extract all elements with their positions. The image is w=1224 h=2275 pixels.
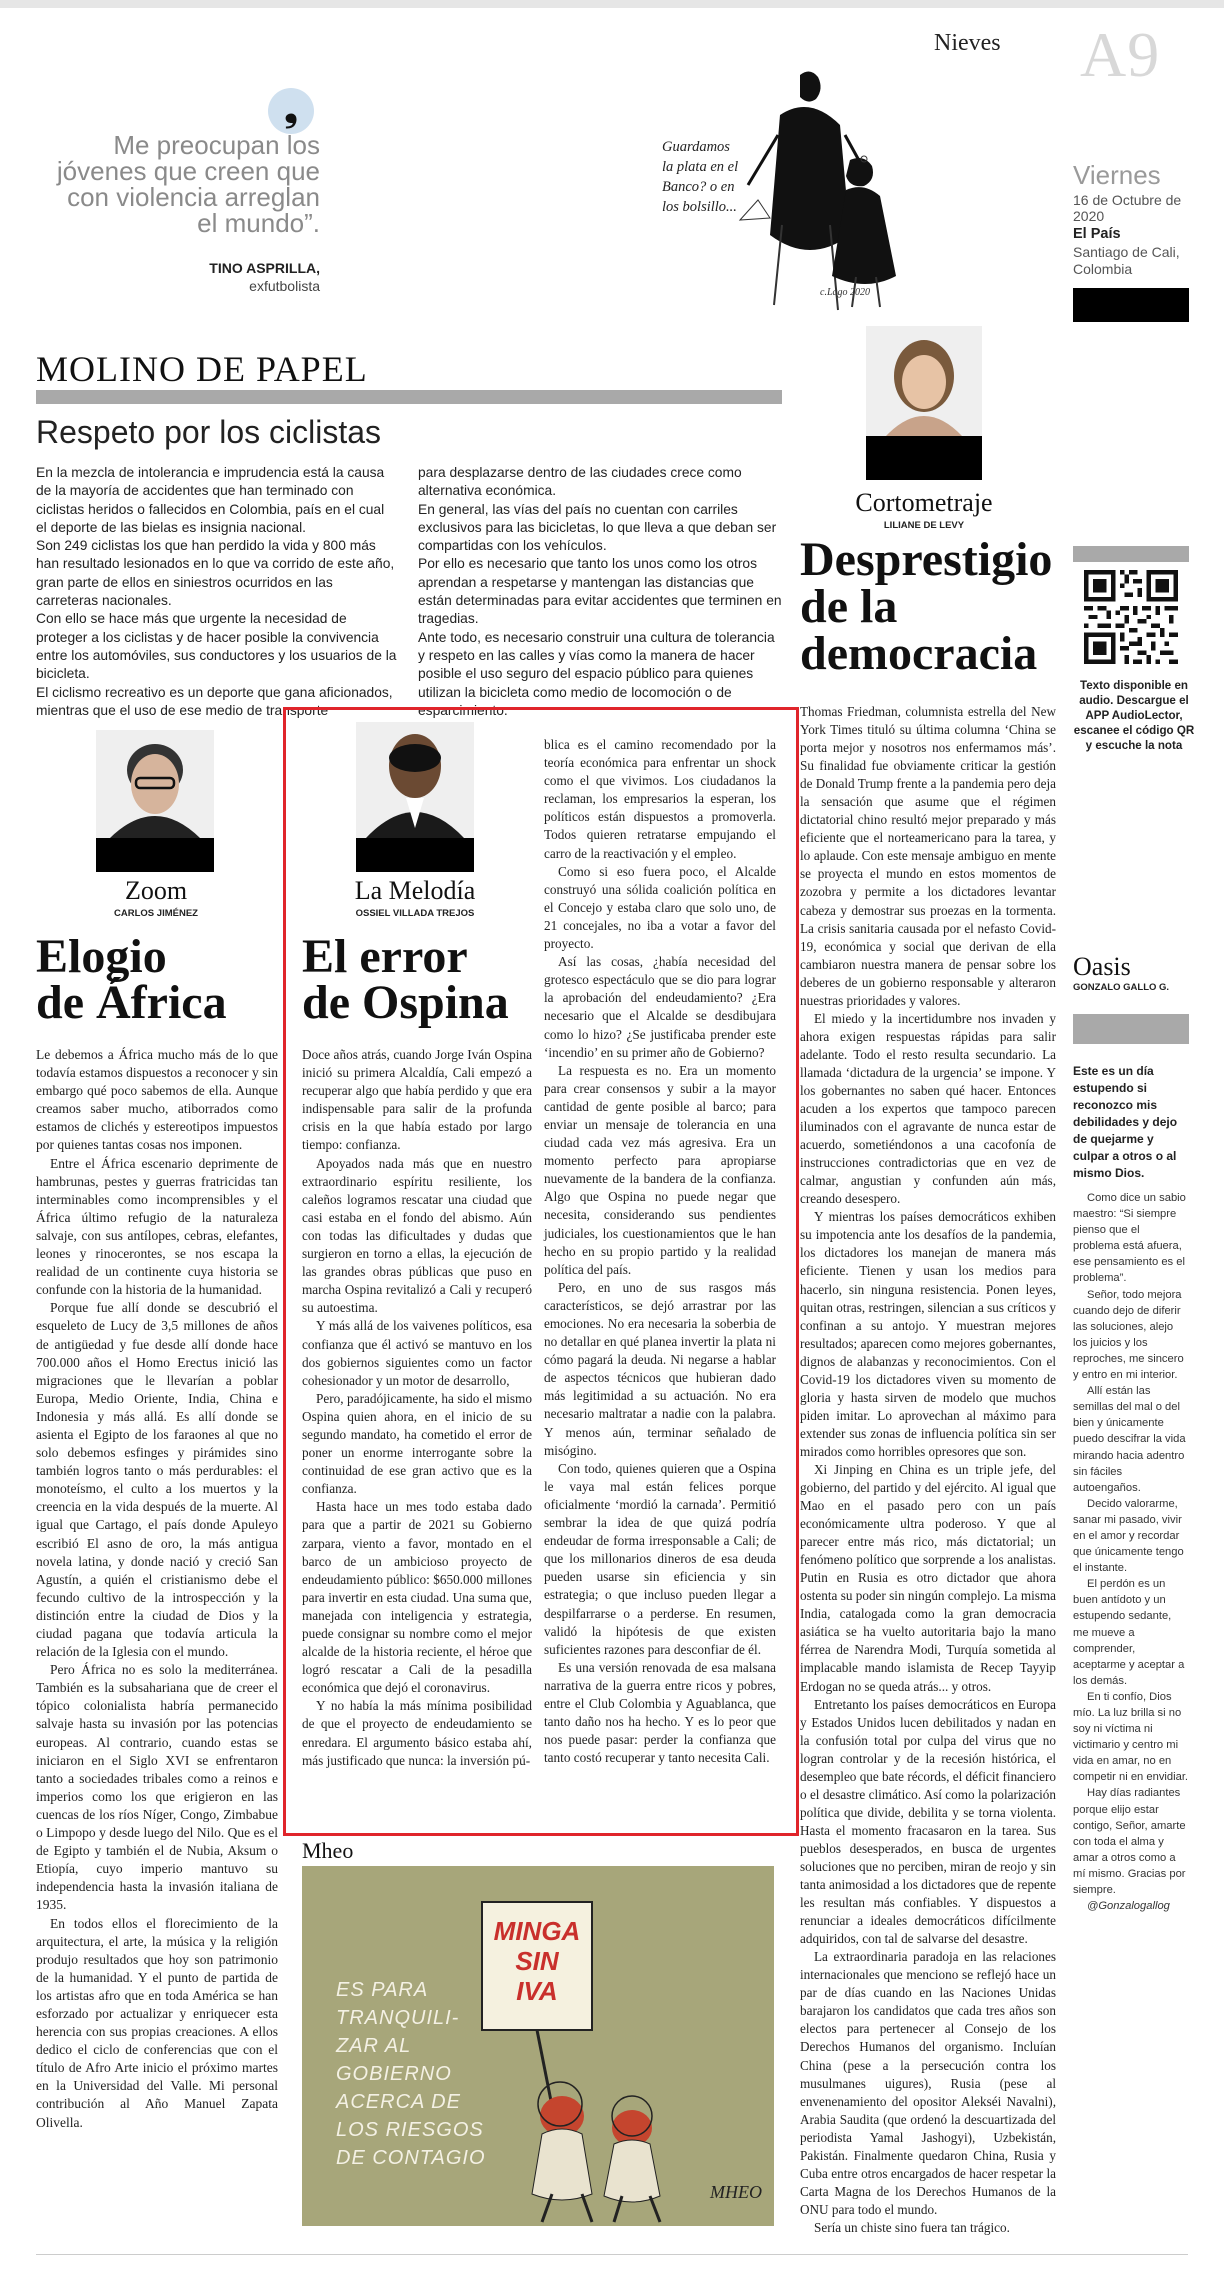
zoom-p2: Entre el África escenario deprimente de hambrunas, pestes y guerras fratricidas tan interminables como incomprensibles y el África último refugio de la naturaleza salvaje, con sus antílopes, cebras, elefantes, leones y rinocerontes, se nos escapa la realidad de un continente cuya historia se confunde con la historia de la humanidad. [36, 1155, 278, 1298]
mheo-caption-line4: GOBIERNO [336, 2063, 452, 2085]
quote-text: Me preocupan los jóvenes que creen que con violencia arreglan el mundo”. [56, 130, 320, 238]
zoom-body [36, 1046, 278, 2132]
molino-p7: Por ello es necesario que tanto los unos como los otros aprendan a respetarse y mantengan las distancias que están determinadas para evitar accidentes que terminen en tragedias. [418, 556, 782, 627]
cortometraje-p7: Sería un chiste sino fuera tan trágico. [814, 2219, 1010, 2235]
zoom-title-line2: de África [36, 976, 227, 1029]
qr-code-icon[interactable] [1084, 570, 1178, 664]
mheo-caption-line2: TRANQUILI- [336, 2007, 460, 2029]
oasis-p3: Allí están las semillas del mal o del bien y únicamente puedo descifrar la vida mirando hacia adentro sin fáciles autoengaños. [1073, 1385, 1186, 1494]
melodia-p1: Doce años atrás, cuando Jorge Iván Ospina inició su primera Alcaldía, Cali empezó a recuperar algo que había perdido y que era indispensable para salir de la profunda crisis en la que había estado por largo tiempo: confianza. [302, 1047, 532, 1153]
melodia-p7: blica es el camino recomendado por la teoría económica para enfrentar un shock como el que vivimos. Los ciudadanos la reclaman, los empresarios la esperan, los políticos están dispuestos a promoverla. Todos quieren retratarse empujando el carro de la reactivación y el empleo. [544, 737, 776, 861]
molino-p5: para desplazarse dentro de las ciudades crece como alternativa económica. [418, 465, 742, 499]
zoom-title-line1: Elogio [36, 930, 167, 983]
quote-author-role: exfutbolista [249, 278, 320, 294]
melodia-p9: Así las cosas, ¿había necesidad del grotesco espectáculo que se dio para lograr la aprobación del endeudamiento? ¿Era necesario que el Alcalde se desdibujara como lo hizo? ¿Se justificaba prender este ‘incendio’ en su primer año de Gobierno? [544, 954, 776, 1060]
mheo-label: Mheo [302, 1838, 354, 1863]
molino-p6: En general, las vías del país no cuentan con carriles exclusivos para las bicicletas, lo que lleva a que deban ser compartidas con los vehículos. [418, 501, 777, 554]
zoom-author-photo [96, 730, 214, 838]
mheo-caption-line1: ES PARA [336, 1979, 429, 2001]
header-city: Santiago de Cali, Colombia [1073, 244, 1180, 277]
qr-note-line1: Texto disponible en audio. Descargue el [1079, 679, 1189, 707]
page-number: A9 [1080, 19, 1161, 90]
melodia-title-line2: de Ospina [302, 976, 509, 1029]
oasis-lead: Este es un día estupendo si reconozco mis debilidades y dejo de quejarme y culpar a otros o al mismo Dios. [1073, 1064, 1178, 1180]
cortometraje-p1: Thomas Friedman, columnista estrella del New York Times tituló su última columna ‘China se porta mejor y nosotros nos enfermamos más’. Su finalidad fue obviamente criticar la gestión de Donald Trump frente a la pandemia pero deja la sensación que asume que el régimen dictatorial chino resultó mejor preparado y más eficiente que el norteamericano para la tarea, y lo aplaude. Con este mensaje ambiguo en mente se proyecta el mundo en estos momentos de zozobra y permite a los dictadores levantar cabeza y demostrar sus proezas en la tormenta. La crisis sanitaria causada por el nefasto Covid-19, económica y social que derivan de ella cambiaron nuestra manera de pensar sobre los deberes de un gobierno responsable y alteraron nuestras prioridades y valores. [800, 704, 1056, 1008]
oasis-author: GONZALO GALLO G. [1073, 982, 1170, 993]
quote-mark-icon [268, 88, 314, 134]
qr-note-line2: APP AudioLector, [1085, 709, 1183, 722]
bottom-rule [36, 2254, 1188, 2255]
mheo-signature: MHEO [710, 2182, 762, 2202]
oasis-p6: En ti confío, Dios mío. La luz brilla si no soy ni víctima ni victimario y centro mi vida en amar, no en competir ni en envidiar. [1073, 1690, 1189, 1784]
mheo-sign-line1: MINGA [493, 1916, 581, 1946]
molino-p8: Ante todo, es necesario construir una cultura de tolerancia y respeto en las calles y vías como la manera de hacer posible el uso seguro del espacio público para quienes utilizan la bicicleta como medio de locomoción o de esparcimiento. [418, 629, 775, 718]
oasis-body [1073, 1190, 1189, 1914]
zoom-p1: Le debemos a África mucho más de lo que todavía estamos dispuestos a reconocer y sin embargo qué poco sabemos de ella. Aunque creamos saber mucho, atiborrados como estamos de clichés y estereotipos impuestos por quienes tantas cosas nos imponen. [36, 1047, 278, 1153]
zoom-p3: Porque fue allí donde se descubrió el esqueleto de Lucy de 3,5 millones de años de antigüedad y fue desde allí donde hace 700.000 años el Homo Erectus inició las migraciones que le llevarían a poblar Europa, Medio Oriente, India, China e Indonesia y más allá. Es allí donde se asienta el Egipto de los faraones al que no solo debemos esfinges y pirámides sino también logros tanto o más perdurables: el monoteísmo, el culto a los muertos y la creencia en la vida después de la muerte. Al igual que Cartago, el país donde Apuleyo escribió El asno de oro, la más antigua novela latina, y donde nació y creció San Agustín, a quién el cristianismo debe el fecundo cultivo de la introspección y la distinción entre la ciudad de Dios y la ciudad pagana que todavía articula la relación de la Iglesia con el mundo. [36, 1300, 278, 1660]
molino-gray-rule [36, 390, 782, 404]
melodia-p12: Con todo, quienes quieren que a Ospina le vaya mal están felices porque oficialmente ‘mordió la carnada’. Permitió sembrar la idea de que quizá podría endeudar de forma irresponsable a Cali; de que los millonarios dineros de esa deuda pueden usarse sin eficiencia y sin estrategia; o que incluso pueden llegar a despilfarrarse o a perderse. En resumen, validó la hipótesis de que existen suficientes razones para desconfiar de él. [544, 1460, 776, 1657]
zoom-p4: Pero África no es solo la mediterránea. También es la subsahariana que de creer el tópico colonialista habría permanecido salvaje hasta su invasión por las potencias europeas. Al contrario, cuando estas se iniciaron en el Siglo XVI se enfrentaron tanto a sociedades tribales como a reinos e imperios como los que erigieron en las cuencas de los ríos Níger, Congo, Zimbabue o Limpopo y desde luego del Nilo. Que es el de Egipto y también el de Nubia, Aksum o Etiopía, cuyo imperio mantuvo su independencia hasta la invasión italiana de 1935. [36, 1662, 278, 1913]
cortometraje-p2: El miedo y la incertidumbre nos invaden y ahora exigen respuestas rápidas para salir adelante. Todo el resto resulta secundario. La llamada ‘dictadura de la urgencia’ se impone. Y los gobernantes no saben qué hacer. Entonces acuden a los expertos que tampoco parecen iluminados con el agravante de nunca estar de acuerdo, sometiéndonos a una cacofonía de instrucciones contradictorias que en vez de calmar, angustian y confunden aún más, creando desespero. [800, 1010, 1056, 1207]
molino-p2: Son 249 ciclistas los que han perdido la vida y 800 más han resultado lesionados en lo que va corrido de este año, gran parte de ellos en siniestros ocurridos en las carreteras nacionales. [36, 538, 395, 609]
melodia-title-line1: El error [302, 930, 468, 983]
molino-col2 [418, 464, 782, 720]
melodia-author-photo [356, 722, 474, 838]
melodia-black-bar [356, 838, 474, 872]
oasis-p1: Como dice un sabio maestro: “Si siempre pienso que el problema está afuera, ese pensamiento es el problema”. [1073, 1192, 1186, 1285]
molino-p4: El ciclismo recreativo es un deporte que gana aficionados, mientras que el uso de ese medio de transporte [36, 684, 393, 718]
mheo-cartoon [302, 1866, 774, 2226]
oasis-p2: Señor, todo mejora cuando dejo de diferir las soluciones, alejo los juicios y los reproches, me sincero y entro en mi interior. [1073, 1288, 1184, 1382]
top-cartoon-signature: c.Lago 2020 [820, 287, 870, 298]
zoom-p5: En todos ellos el florecimiento de la arquitectura, el arte, la música y la religión produjo resultados que hoy son patrimonio de la humanidad. Y el punto de partida de los artistas afro que en toda América se han esforzado por actualizar y enriquecer esta herencia con sus propias creaciones. A ellos dedico el ciclo de conferencias que con el título de Afro Arte inicio el próximo martes en la Universidad del Valle. Mi personal contribución al Año Manuel Zapata Olivella. [36, 1915, 278, 2130]
cortometraje-p6: La extraordinaria paradoja en las relaciones internacionales que menciono se reflejó hace un par de días cuando en las Naciones Unidas barajaron los candidatos que cada tres años son electos para pertenecer al Consejo de los Derechos Humanos del organismo. Incluían China (pese a la persecución contra los musulmanes uigures), Rusia (pese al envenenamiento del opositor Alekséi Navalni), Arabia Saudita (que ordenó la descuartizada del periodista Yamal Jashogyi), Uzbekistán, Pakistán. Finalmente quedaron China, Rusia y Cuba entre otros encargados de hacer respetar la Carta Magna de los Derechos Humanos de la ONU para todo el mundo. [800, 1949, 1056, 2217]
quote-author: TINO ASPRILLA, [209, 260, 320, 276]
molino-p1: En la mezcla de intolerancia e imprudencia está la causa de la mayoría de accidentes que han terminado con ciclistas heridos o fallecidos en Colombia, país en el cual el deporte de las bielas es insignia nacional. [36, 465, 385, 535]
melodia-body-col2 [544, 736, 776, 1767]
mheo-caption-line3: ZAR AL [336, 2035, 412, 2057]
oasis-gray-rule [1073, 1014, 1189, 1044]
section-name: Nieves [934, 30, 1001, 56]
qr-note [1073, 678, 1195, 753]
melodia-p6: Y no había la más mínima posibilidad de que el proyecto de endeudamiento se enredara. El argumento básico estaba ahí, más justificado que nunca: la inversión pú- [302, 1698, 532, 1768]
molino-col1 [36, 464, 398, 720]
mheo-caption-line6: LOS RIESGOS [336, 2119, 484, 2141]
mheo-sign-line3: IVA [516, 1976, 558, 2006]
cortometraje-author: LILIANE DE LEVY [883, 520, 965, 531]
oasis-handle[interactable]: @Gonzalogallog [1087, 1900, 1170, 1913]
mheo-sign-line2: SIN [515, 1946, 559, 1976]
melodia-author: OSSIEL VILLADA TREJOS [355, 908, 475, 919]
melodia-p8: Como si eso fuera poco, el Alcalde construyó una sólida coalición política en el Concejo y estaba claro que solo uno, de 21 concejales, no iba a votar a favor del proyecto. [544, 863, 776, 952]
header-paper: El País [1073, 226, 1121, 242]
oasis-column-name: Oasis [1073, 952, 1131, 981]
header-date: 16 de Octubre de 2020 [1073, 192, 1182, 224]
oasis-p5: El perdón es un buen antídoto y un estupendo sedante, me mueve a comprender, aceptarme y aceptar a los demás. [1073, 1578, 1185, 1687]
zoom-title [36, 930, 286, 1029]
cortometraje-title: Desprestigio de la democracia [800, 533, 1053, 680]
melodia-p10: La respuesta es no. Era un momento para crear consensos y subir a la mayor cantidad de gente posible al barco; para enviar un mensaje de tolerancia en una ciudad cada vez más agresiva. Era un momento perfecto para apropiarse nuevamente de la bandera de la confianza. Algo que Ospina no puede negar que necesita, considerando sus pendientes judiciales, los cuestionamientos que le han hecho en su propio partido y la realidad política del país. [544, 1062, 776, 1277]
zoom-black-bar [96, 838, 214, 872]
qr-note-line3: escanee el código QR y escuche la nota [1073, 724, 1195, 752]
cortometraje-body [800, 703, 1056, 2237]
cortometraje-p5: Entretanto los países democráticos en Europa y Estados Unidos lucen debilitados y nadan en la confusión total por culpa del virus que no logran controlar y de la recesión histórica, el desempleo que bate récords, el déficit financiero o el desastre climático. Así como la polarización política que divide, debilita y se torna violenta. Hasta el momento fracasaron en la tarea. Sus pueblos desesperados, en busca de urgentes soluciones que no perciben, miran de reojo y sin tanta animosidad a los dictadores que de repente les resultan más confiables. Y dispuestos a renunciar a ideales democráticos difícilmente adquiridos, con tal de salvarse del desastre. [800, 1696, 1056, 1947]
svg-text:❟: ❟ [284, 92, 298, 129]
mheo-caption-line7: DE CONTAGIO [336, 2147, 486, 2169]
melodia-p2: Apoyados nada más que en nuestro extraordinario espíritu resiliente, los caleños logramos rescatar una ciudad que casi estaba en el fondo del abismo. Aún con todas las dificultades y dudas que surgieron en torno a ellas, la ejecución de las grandes obras públicas que puso en marcha Ospina revitalizó a Cali y recuperó su autoestima. [302, 1155, 532, 1316]
qr-gray-rule [1073, 546, 1189, 562]
top-rule [0, 0, 1224, 8]
melodia-p3: Y más allá de los vaivenes políticos, esa confianza que él activó se mantuvo en los dos gobiernos siguientes como un factor cohesionador y un motor de desarrollo, [302, 1318, 532, 1388]
mheo-caption [336, 1976, 506, 2172]
cortometraje-author-photo [866, 326, 982, 436]
melodia-p5: Hasta hace un mes todo estaba dado para que a partir de 2021 su Gobierno zarpara, viento a favor, montado en el barco de un ambicioso proyecto de endeudamiento público: $650.000 millones para invertir en esta ciudad. Una suma que, manejada con inteligencia y estrategia, puede consignar su nombre como el mejor alcalde de la historia reciente, el héroe que logró rescatar a Cali de la pesadilla económica que dejó el coronavirus. [302, 1499, 532, 1696]
melodia-column-name: La Melodía [354, 876, 476, 905]
melodia-body-col1 [302, 1046, 532, 1770]
molino-p3: Con ello se hace más que urgente la necesidad de proteger a los ciclistas y de hacer posible la convivencia entre los automóviles, sus conductores y los usuarios de la bicicleta. [36, 611, 397, 682]
cortometraje-p4: Xi Jinping en China es un triple jefe, del gobierno, del partido y del ejército. Al igual que Mao en el pasado pero con un país económicamente ultra poderoso. Y que al parecer entre más rico, más dictatorial; un fenómeno político que sorprende a los analistas. Putin en Rusia es otro dictador que ahora ostenta su poder sin ningún complejo. La misma India, catalogada como la gran democracia asiática se ha vuelto autoritaria bajo la mano férrea de Narendra Modi, Turquía sometida al implacable mando islamista de Recep Tayyip Erdogan no se queda atrás... y otros. [800, 1461, 1056, 1694]
melodia-p13: Es una versión renovada de esa malsana narrativa de la guerra entre ricos y pobres, entre el Club Colombia y Aguablanca, que tanto daño nos ha hecho. Y es lo peor que nos puede pasar: perder la confianza que tanto costó recuperar y tanto necesita Cali. [544, 1659, 776, 1766]
header-black-bar [1073, 288, 1189, 322]
cortometraje-black-bar [866, 436, 982, 480]
cortometraje-p3: Y mientras los países democráticos exhiben su impotencia ante los desafíos de la pandemia, los dictadores los manejan de manera más eficiente. Tienen y usan los medios para hacerlo, sin ninguna resistencia. Ponen leyes, quitan otras, restringen, silencian a sus críticos y confinan a su antojo. Y muestran mejores resultados; aparecen como mejores gobernantes, dignos de alabanzas y reconocimientos. Con el Covid-19 los dictadores viven su momento de gloria y hasta sirven de modelo que muchos piden imitar. Lo aprovechan al máximo para extender sus zonas de influencia política sin ser mirados como horribles opresores que son. [800, 1209, 1056, 1459]
melodia-title [302, 930, 552, 1029]
zoom-column-name: Zoom [124, 876, 188, 905]
melodia-p11: Pero, en uno de sus rasgos más característicos, se dejó arrastrar por las emociones. No era necesaria la soberbia de no detallar en qué planea invertir la plata ni cómo pagará la deuda. Ni negarse a hablar de aspectos técnicos que hubieran dado más legitimidad a su actuación. No era necesario maltratar a nadie con la palabra. Y menos aún, terminar señalado de misógino. [544, 1279, 776, 1458]
cortometraje-column-name: Cortometraje [855, 488, 993, 517]
top-cartoon-caption: Guardamos la plata en el Banco? o en los bolsillo... [662, 139, 739, 215]
top-cartoon [650, 55, 910, 325]
molino-title: Respeto por los ciclistas [36, 414, 382, 450]
oasis-p7: Hay días radiantes porque elijo estar contigo, Señor, amarte con toda el alma y amar a otros como a mí mismo. Gracias por siempre. [1073, 1787, 1186, 1897]
header-day: Viernes [1073, 160, 1161, 190]
mheo-caption-line5: ACERCA DE [336, 2091, 461, 2113]
melodia-p4: Pero, paradójicamente, ha sido el mismo Ospina quien ahora, en el inicio de su segundo mandato, ha cometido el error de poner un enorme interrogante sobre la continuidad de ese gran activo que es la confianza. [302, 1390, 532, 1497]
molino-section-title: MOLINO DE PAPEL [36, 349, 368, 389]
zoom-author: CARLOS JIMÉNEZ [114, 908, 198, 919]
oasis-p4: Decido valorarme, sanar mi pasado, vivir en el amor y recordar que únicamente tengo el instante. [1073, 1497, 1184, 1575]
